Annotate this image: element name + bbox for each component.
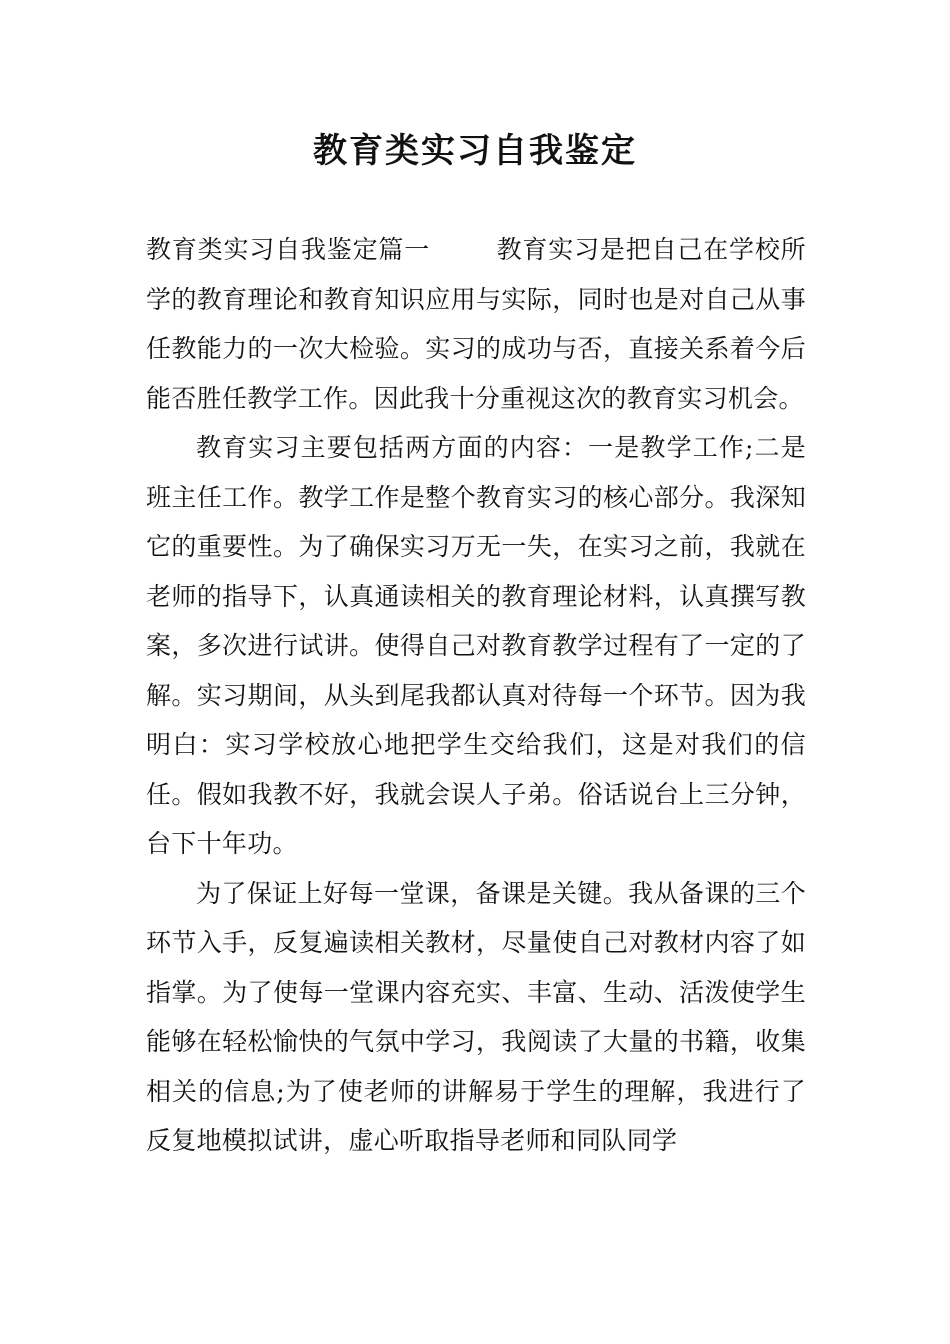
paragraph-3: 为了保证上好每一堂课，备课是关键。我从备课的三个环节入手，反复遍读相关教材，尽量使自己对教材内容了如指掌。为了使每一堂课内容充实、丰富、生动、活泼使学生能够在轻松愉快的气氛中学习，我阅读了大量的书籍，收集相关的信息;为了使老师的讲解易于学生的理解，我进行了反复地模拟试讲，虚心听取指导老师和同队同学 [146, 878, 806, 1155]
paragraph-2: 教育实习主要包括两方面的内容：一是教学工作;二是班主任工作。教学工作是整个教育实习的核心部分。我深知它的重要性。为了确保实习万无一失，在实习之前，我就在老师的指导下，认真通读相关的教育理论材料，认真撰写教案，多次进行试讲。使得自己对教育教学过程有了一定的了解。实习期间，从头到尾我都认真对待每一个环节。因为我明白：实习学校放心地把学生交给我们，这是对我们的信任。假如我教不好，我就会误人子弟。俗话说台上三分钟，台下十年功。 [146, 433, 806, 858]
paragraph-1-text: 教育实习是把自己在学校所学的教育理论和教育知识应用与实际，同时也是对自己从事任教能力的一次大检验。实习的成功与否，直接关系着今后能否胜任教学工作。因此我十分重视这次的教育实习机会。 [146, 235, 806, 413]
paragraph-1 [146, 225, 806, 423]
document-title: 教育类实习自我鉴定 [313, 131, 637, 171]
section-heading: 教育类实习自我鉴定篇一 [146, 235, 431, 264]
document-body [146, 225, 806, 1166]
